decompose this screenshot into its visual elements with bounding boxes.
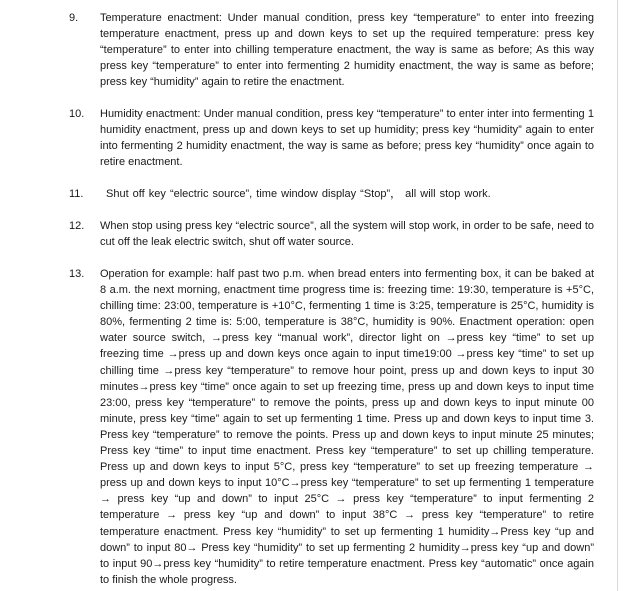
item-text: Humidity enactment: Under manual condition, press key “temperature” to enter inter into fermenting 1 humidity enactment, press up and down keys to set up humidity; press key “humidity” again to enter into fermenting 2 humidity enactment, the way is same as before; press key “humidity” once again to retire enactment. <box>100 108 594 169</box>
item-number: 9. <box>69 12 79 24</box>
item-text: Operation for example: half past two p.m. when bread enters into fermenting box, it can be baked at 8 a.m. the next morning, enactment time progress time is: freezing time: 19:30, temperature is +5°C, chilling time: 23:00, temperature is +10°C, fermenting 1 time is 3:25, temperature is 25°C, humidity is 80%, fermenting 2 time is: 5:00, temperature is 38°C, humidity is 90%. Enactment operation: open water source switch, →press key “manual work”, director light on →press key “time” to set up freezing time →press up and down keys once again to input time19:00 →press key “time” to set up chilling time →press key “temperature” to remove hour point, press up and down keys to input 30 minutes→press key “time” once again to set up freezing time, press up and down keys to input time 23:00, press key “temperature” to remove the points, press up and down keys to input minute 00 minute, press key “time” again to set up fermenting 1 time. Press up and down keys to input time 3. Press key “temperature” to remove the points. Press up and down keys to input minute 25 minutes; Press key “time” to input time enactment. Press key “temperature” to set up chilling temperature. Press up and down keys to input 5°C, press key “temperature” to set up freezing temperature → press up and down keys to input 10°C→press key “temperature” to set up fermenting 1 temperature → press key “up and down” to input 25°C → press key “temperature” to input fermenting 2 temperature → press key “up and down” to input 38°C → press key “temperature” to retire temperature enactment. Press key “humidity” to set up fermenting 1 humidity→Press key “up and down” to input 80→ Press key “humidity” to set up fermenting 2 humidity→press key “up and down” to input 90→press key “humidity” to retire temperature enactment. Press key “automatic” once again to finish the whole progress. <box>100 268 594 586</box>
item-number: 13. <box>69 268 85 280</box>
item-text: When stop using press key “electric source”, all the system will stop work, in order to be safe, need to cut off the leak electric switch, shut off water source. <box>100 220 594 249</box>
item-text: Temperature enactment: Under manual condition, press key “temperature” to enter into freezing temperature enactment, press up and down keys to set up the required temperature: press key “temperature” to enter into chilling temperature enactment, the way is same as before; As this way press key “temperature” to enter into fermenting 2 humidity enactment, the way is same as before; press key “humidity” again to retire the enactment. <box>100 12 594 89</box>
item-number: 10. <box>69 108 85 120</box>
item-text: Shut off key “electric source”, time window display “Stop”， all will stop work. <box>106 188 491 200</box>
page-edge-divider <box>617 0 618 591</box>
item-number: 12. <box>69 220 85 232</box>
item-number: 11. <box>69 188 84 200</box>
